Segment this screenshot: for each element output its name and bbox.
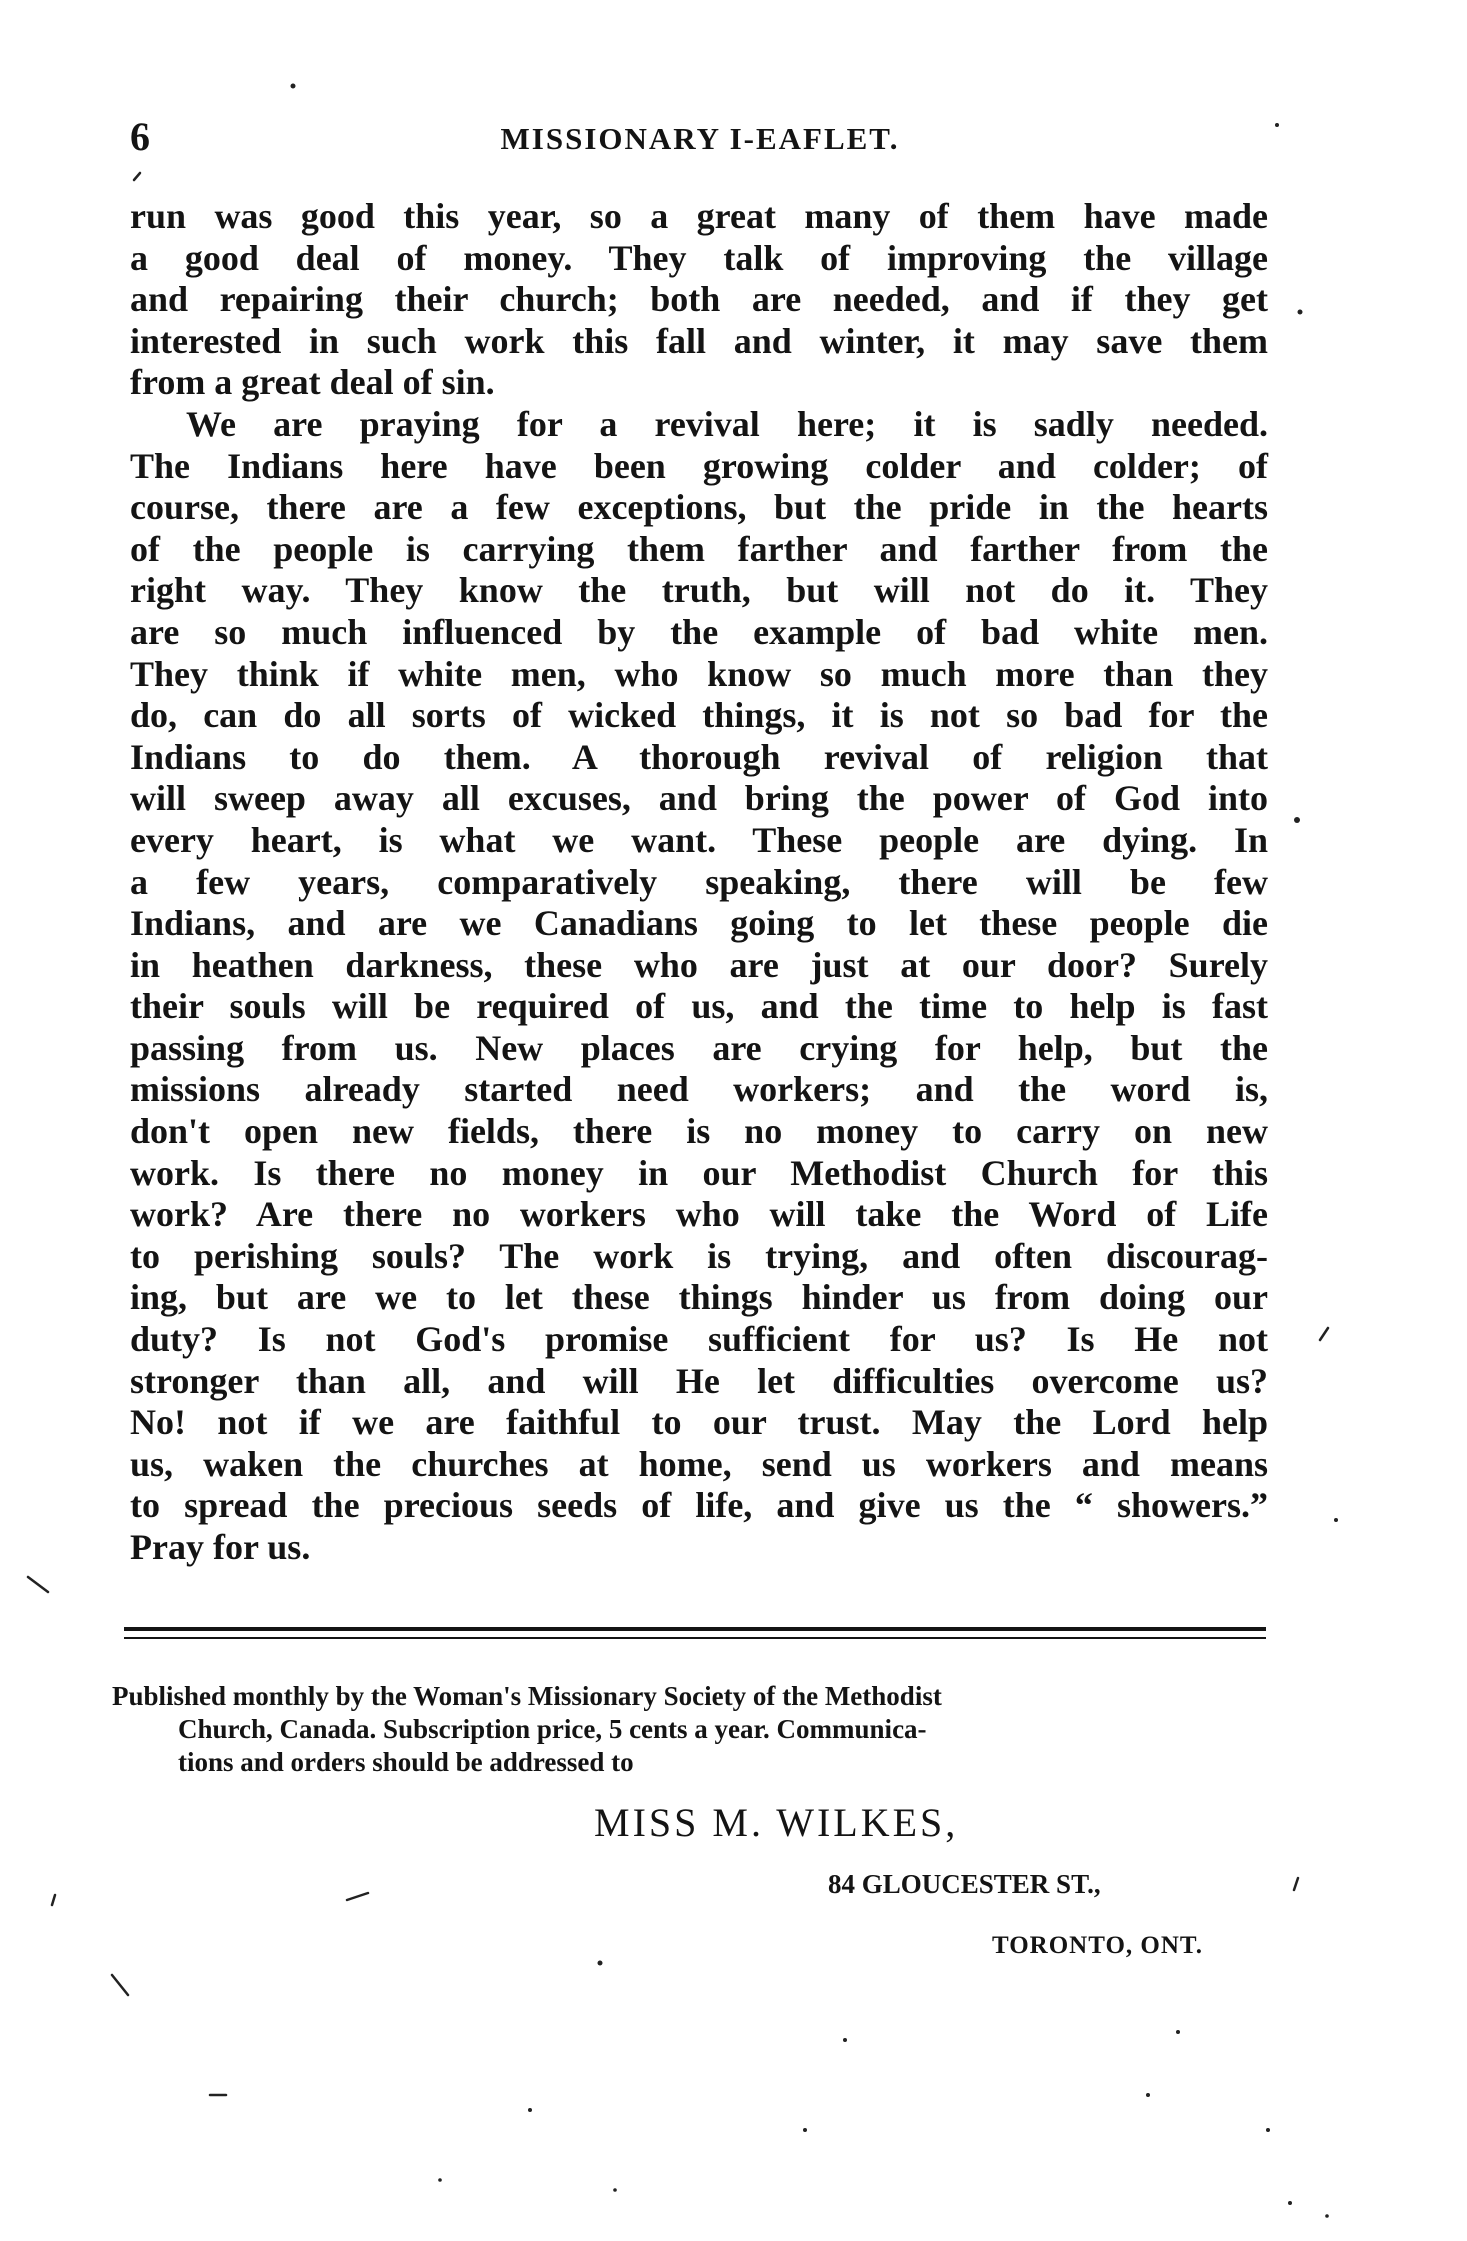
- text-line: every heart, is what we want. These people are dying. In: [130, 819, 1268, 860]
- addressee-name: MISS M. WILKES,: [594, 1800, 959, 1845]
- text-line: We are praying for a revival here; it is sadly needed.: [186, 403, 1268, 444]
- addressee-city: TORONTO, ONT.: [992, 1932, 1203, 1959]
- text-line: No! not if we are faithful to our trust. May the Lord help: [130, 1402, 1268, 1443]
- text-line: interested in such work this fall and winter, it may save them: [130, 320, 1268, 361]
- text-line: from a great deal of sin.: [130, 362, 495, 403]
- text-line: a few years, comparatively speaking, there will be few: [130, 861, 1268, 902]
- text-line: missions already started need workers; and the word is,: [130, 1069, 1268, 1110]
- text-line: passing from us. New places are crying for help, but the: [130, 1027, 1268, 1068]
- text-line: run was good this year, so a great many of them have made: [130, 196, 1268, 236]
- text-line: work? Are there no workers who will take the Word of Life: [130, 1194, 1268, 1235]
- text-line: stronger than all, and will He let difficulties overcome us?: [130, 1360, 1268, 1401]
- text-line: to perishing souls? The work is trying, and often discourag-: [130, 1235, 1268, 1276]
- text-line: in heathen darkness, these who are just at our door? Surely: [130, 944, 1268, 985]
- text-line: The Indians here have been growing colder and colder; of: [130, 445, 1268, 486]
- text-line: and repairing their church; both are needed, and if they get: [130, 279, 1268, 320]
- running-title: MISSIONARY I-EAFLET.: [500, 121, 900, 156]
- text-line: don't open new fields, there is no money to carry on new: [130, 1111, 1268, 1152]
- text-line: Indians to do them. A thorough revival of religion that: [130, 736, 1268, 777]
- imprint-line: Church, Canada. Subscription price, 5 cents a year. Communica-: [178, 1714, 927, 1744]
- text-line: right way. They know the truth, but will not do it. They: [130, 570, 1268, 611]
- text-line: a good deal of money. They talk of improving the village: [130, 237, 1268, 278]
- text-line: Pray for us.: [130, 1527, 311, 1567]
- addressee-street: 84 GLOUCESTER ST.,: [828, 1869, 1101, 1899]
- text-line: are so much influenced by the example of bad white men.: [130, 611, 1268, 652]
- text-line: Indians, and are we Canadians going to let these people die: [130, 903, 1268, 944]
- text-line: to spread the precious seeds of life, and give us the “ showers.”: [130, 1485, 1268, 1526]
- text-line: They think if white men, who know so much more than they: [130, 653, 1268, 694]
- text-line: their souls will be required of us, and the time to help is fast: [130, 986, 1268, 1027]
- imprint-line: tions and orders should be addressed to: [178, 1747, 634, 1777]
- text-line: course, there are a few exceptions, but the pride in the hearts: [130, 487, 1268, 528]
- text-line: us, waken the churches at home, send us workers and means: [130, 1443, 1268, 1484]
- text-line: of the people is carrying them farther and farther from the: [130, 528, 1268, 569]
- text-line: work. Is there no money in our Methodist Church for this: [130, 1152, 1268, 1193]
- text-line: duty? Is not God's promise sufficient for us? Is He not: [130, 1319, 1268, 1360]
- text-line: do, can do all sorts of wicked things, it is not so bad for the: [130, 695, 1268, 736]
- page-number: 6: [130, 114, 150, 159]
- text-line: ing, but are we to let these things hinder us from doing our: [130, 1277, 1268, 1318]
- text-line: will sweep away all excuses, and bring the power of God into: [130, 778, 1268, 819]
- imprint-line: Published monthly by the Woman's Missionary Society of the Methodist: [112, 1681, 942, 1711]
